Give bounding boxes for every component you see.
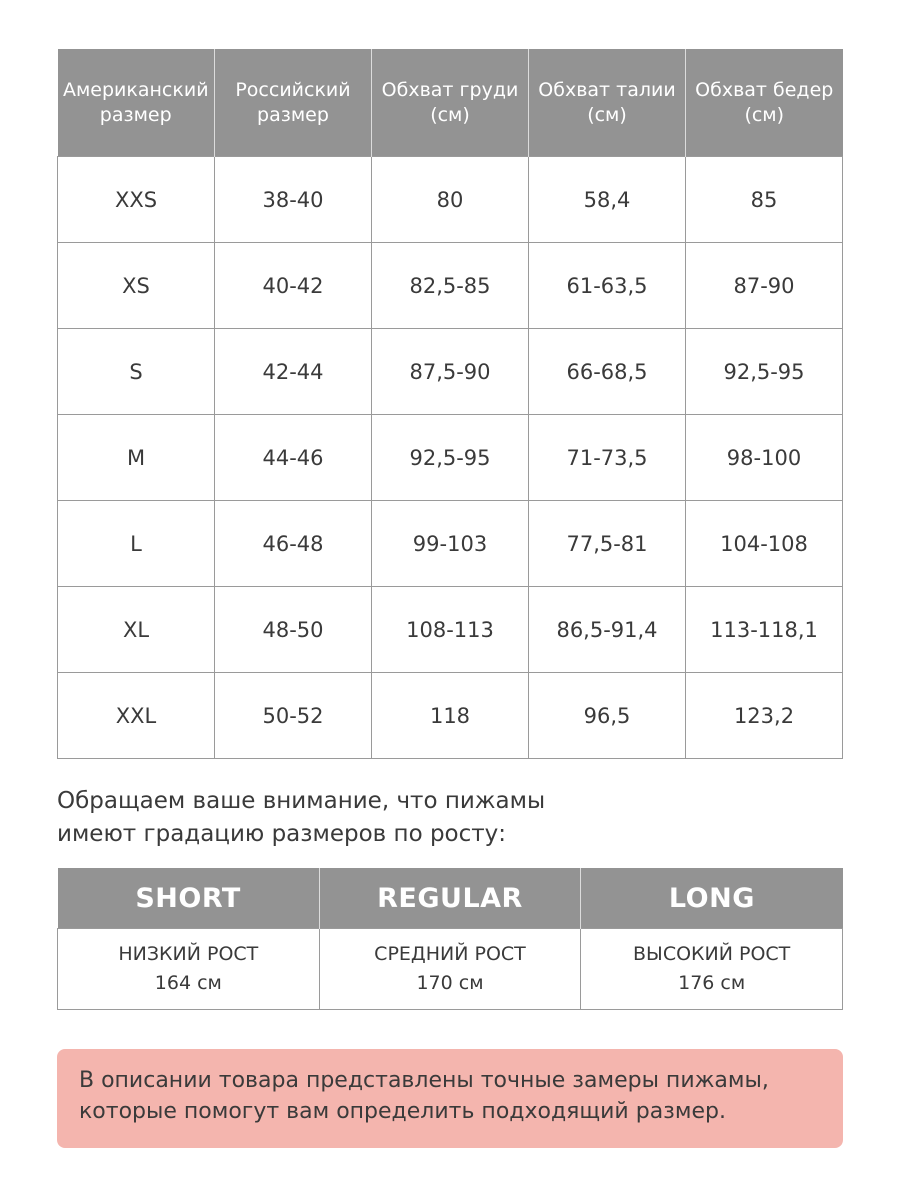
height-note-line: имеют градацию размеров по росту: <box>57 821 507 847</box>
cell-us-size: XXL <box>58 673 215 759</box>
size-chart-header-row <box>58 49 843 157</box>
cell-hips: 85 <box>686 157 843 243</box>
cell-chest: 92,5-95 <box>372 415 529 501</box>
cell-hips: 98-100 <box>686 415 843 501</box>
height-label-long: LONG <box>581 868 843 929</box>
cell-ru-size: 42-44 <box>215 329 372 415</box>
measurements-info-banner <box>57 1049 843 1148</box>
height-value: 164 см <box>154 972 222 994</box>
cell-hips: 113-118,1 <box>686 587 843 673</box>
header-ru-size: Российский размер <box>215 49 372 157</box>
height-desc: СРЕДНИЙ РОСТ <box>374 943 526 965</box>
height-cell-long <box>581 929 843 1010</box>
height-note <box>57 785 843 851</box>
table-row <box>58 415 843 501</box>
cell-us-size: M <box>58 415 215 501</box>
cell-waist: 58,4 <box>529 157 686 243</box>
cell-hips: 104-108 <box>686 501 843 587</box>
height-label-short: SHORT <box>58 868 320 929</box>
table-row <box>58 501 843 587</box>
cell-ru-size: 46-48 <box>215 501 372 587</box>
table-row <box>58 587 843 673</box>
cell-us-size: S <box>58 329 215 415</box>
cell-waist: 66-68,5 <box>529 329 686 415</box>
cell-ru-size: 40-42 <box>215 243 372 329</box>
cell-us-size: XL <box>58 587 215 673</box>
cell-ru-size: 38-40 <box>215 157 372 243</box>
height-grading-table <box>57 868 843 1010</box>
header-chest: Обхват груди (см) <box>372 49 529 157</box>
height-value: 170 см <box>416 972 484 994</box>
table-row <box>58 157 843 243</box>
size-chart-table <box>57 49 843 759</box>
cell-waist: 86,5-91,4 <box>529 587 686 673</box>
cell-waist: 71-73,5 <box>529 415 686 501</box>
cell-chest: 118 <box>372 673 529 759</box>
cell-us-size: L <box>58 501 215 587</box>
banner-line: В описании товара представлены точные замеры пижамы, <box>79 1068 769 1093</box>
cell-chest: 82,5-85 <box>372 243 529 329</box>
height-cell-short <box>58 929 320 1010</box>
banner-line: которые помогут вам определить подходящий размер. <box>79 1099 726 1124</box>
cell-waist: 77,5-81 <box>529 501 686 587</box>
header-us-size: Американский размер <box>58 49 215 157</box>
cell-hips: 92,5-95 <box>686 329 843 415</box>
height-values-row <box>58 929 843 1010</box>
cell-hips: 87-90 <box>686 243 843 329</box>
table-row <box>58 673 843 759</box>
height-note-line: Обращаем ваше внимание, что пижамы <box>57 788 546 814</box>
table-row <box>58 329 843 415</box>
cell-ru-size: 44-46 <box>215 415 372 501</box>
cell-ru-size: 50-52 <box>215 673 372 759</box>
header-hips: Обхват бедер (см) <box>686 49 843 157</box>
height-value: 176 см <box>678 972 746 994</box>
height-header-row <box>58 868 843 929</box>
height-cell-regular <box>319 929 581 1010</box>
cell-chest: 87,5-90 <box>372 329 529 415</box>
table-row <box>58 243 843 329</box>
height-desc: ВЫСОКИЙ РОСТ <box>633 943 791 965</box>
cell-waist: 96,5 <box>529 673 686 759</box>
header-waist: Обхват талии (см) <box>529 49 686 157</box>
height-desc: НИЗКИЙ РОСТ <box>118 943 259 965</box>
cell-us-size: XS <box>58 243 215 329</box>
cell-chest: 99-103 <box>372 501 529 587</box>
cell-chest: 80 <box>372 157 529 243</box>
cell-chest: 108-113 <box>372 587 529 673</box>
cell-hips: 123,2 <box>686 673 843 759</box>
cell-waist: 61-63,5 <box>529 243 686 329</box>
height-label-regular: REGULAR <box>319 868 581 929</box>
cell-us-size: XXS <box>58 157 215 243</box>
cell-ru-size: 48-50 <box>215 587 372 673</box>
